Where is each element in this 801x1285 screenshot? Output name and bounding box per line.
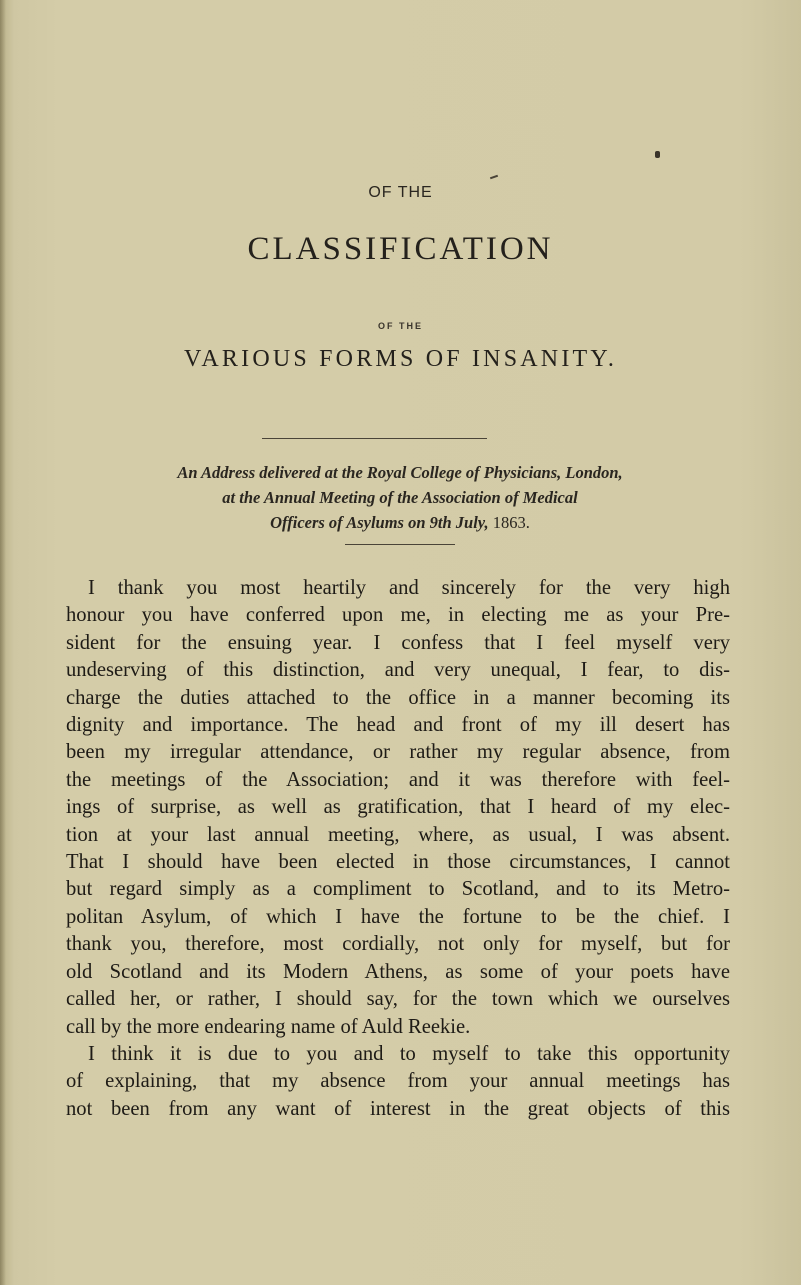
text-line: I think it is due to you and to myself to take this opportunity: [88, 1042, 730, 1065]
address-description: [90, 460, 710, 535]
text-line: not been from any want of interest in the great objects of this: [66, 1097, 730, 1120]
address-line-3: [90, 510, 710, 535]
text-line: thank you, therefore, most cordially, not only for myself, but for: [66, 933, 730, 956]
address-line-1: An Address delivered at the Royal College of Physicians, London,: [177, 463, 623, 482]
text-line: called her, or rather, I should say, for the town which we ourselves: [66, 988, 730, 1011]
text-line: old Scotland and its Modern Athens, as some of your poets have: [66, 960, 730, 983]
divider-top: [262, 438, 487, 439]
heading-of-the: OF THE: [368, 184, 433, 201]
page-subtitle: VARIOUS FORMS OF INSANITY.: [183, 346, 618, 372]
text-line: tion at your last annual meeting, where, as usual, I was absent.: [66, 823, 730, 846]
ink-mark: [655, 151, 660, 158]
text-line: undeserving of this distinction, and very unequal, I fear, to dis-: [66, 659, 730, 682]
text-line: call by the more endearing name of Auld Reekie.: [66, 1015, 471, 1038]
text-line: I thank you most heartily and sincerely for the very high: [88, 577, 730, 599]
page-title: CLASSIFICATION: [247, 231, 554, 267]
text-line: but regard simply as a compliment to Scotland, and to its Metro-: [66, 878, 730, 901]
heading-of-the-small: OF THE: [378, 321, 423, 331]
text-line: of explaining, that my absence from your annual meetings has: [66, 1070, 730, 1093]
text-line: politan Asylum, of which I have the fortune to be the chief. I: [66, 905, 730, 928]
text-line: ings of surprise, as well as gratification, that I heard of my elec-: [66, 796, 730, 819]
address-year: 1863.: [492, 513, 530, 532]
address-line-3-text: Officers of Asylums on 9th July,: [270, 513, 489, 532]
paragraph-1: [66, 575, 730, 1041]
text-line: charge the duties attached to the office in a manner becoming its: [66, 686, 730, 709]
paragraph-2: [66, 1041, 730, 1123]
text-line: honour you have conferred upon me, in electing me as your Pre-: [66, 604, 730, 627]
text-line: dignity and importance. The head and front of my ill desert has: [66, 714, 730, 737]
divider-bottom: [345, 544, 455, 545]
text-line: sident for the ensuing year. I confess that I feel myself very: [66, 631, 730, 654]
ink-tick: [490, 175, 498, 180]
text-line: the meetings of the Association; and it was therefore with feel-: [66, 768, 730, 791]
text-line: been my irregular attendance, or rather my regular absence, from: [66, 741, 730, 764]
address-line-2: at the Annual Meeting of the Association of Medical: [222, 488, 578, 507]
body-text: [66, 575, 730, 1123]
text-line: That I should have been elected in those circumstances, I cannot: [66, 851, 730, 874]
